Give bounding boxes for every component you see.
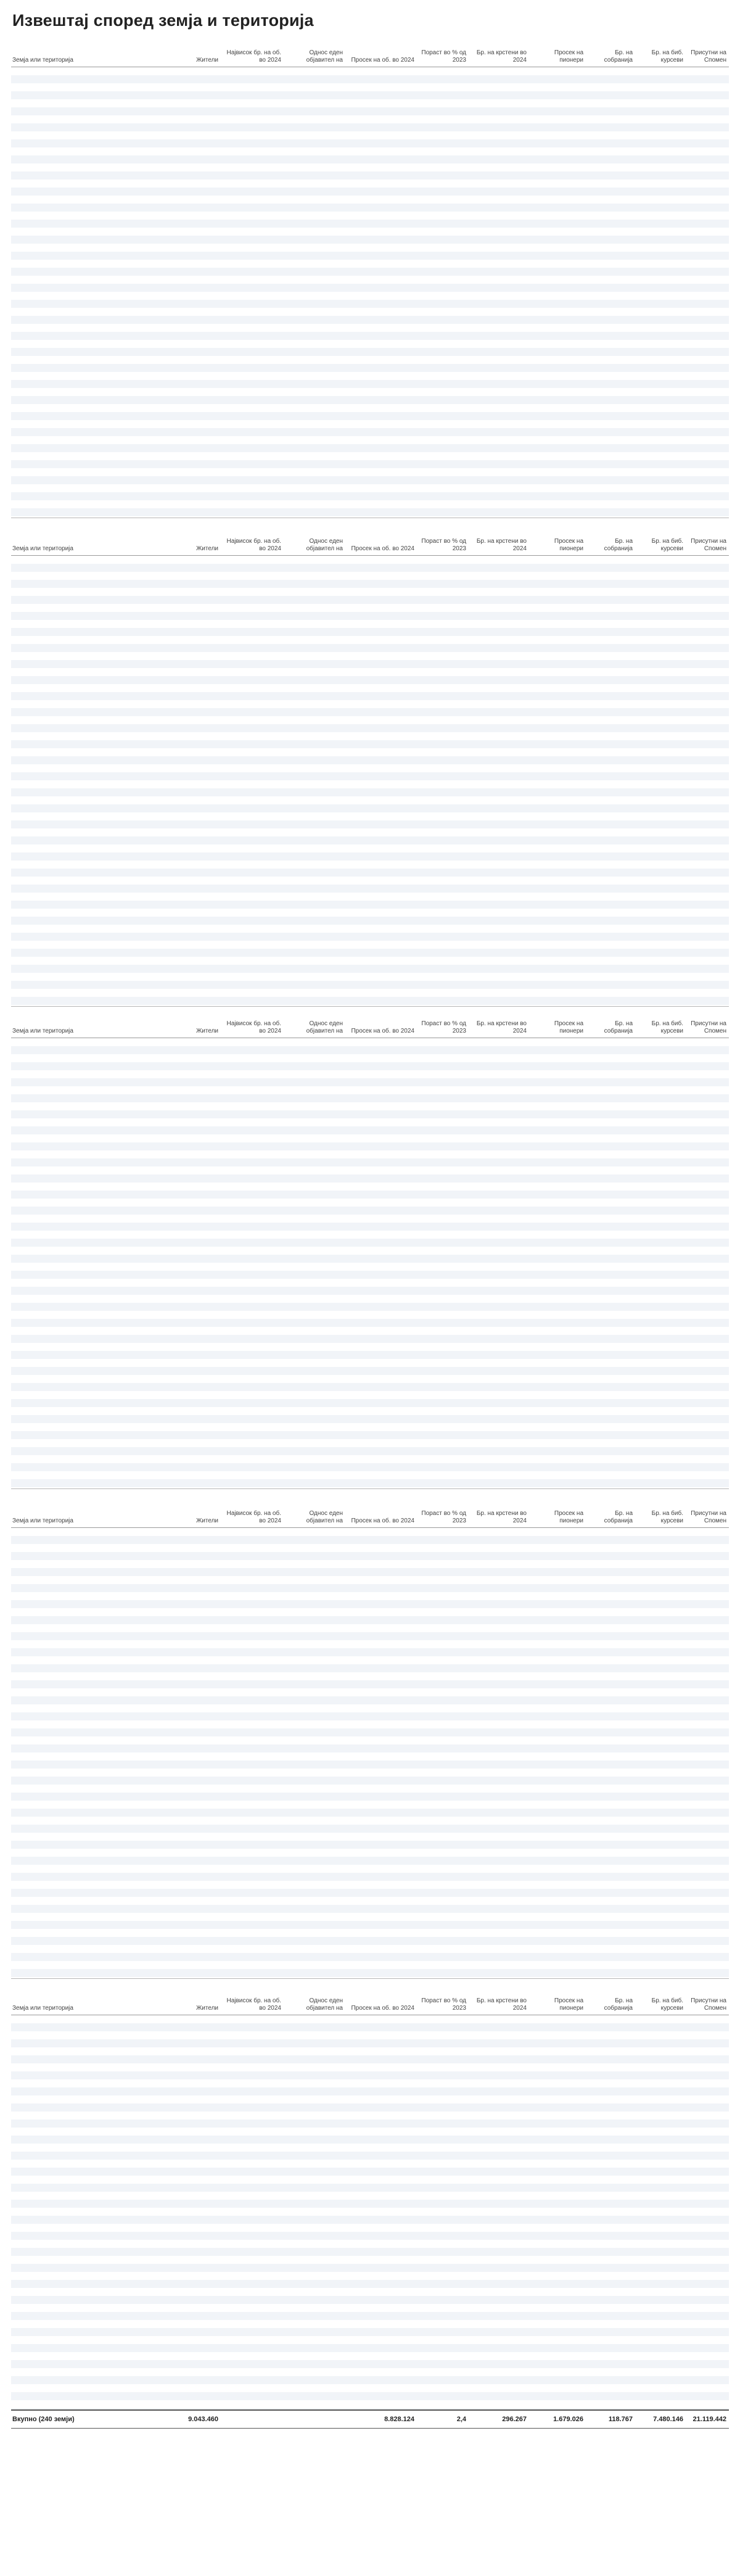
- total-baptized: 296.267: [502, 2416, 527, 2423]
- column-header-peak: Највисок бр. на об. во 2024: [226, 1020, 281, 1034]
- table-body: [11, 1528, 729, 1979]
- total-peak: [221, 2416, 284, 2423]
- column-header-average: Просек на об. во 2024: [351, 2005, 414, 2012]
- table-header: [11, 1010, 729, 1038]
- column-header-memorial: Присутни на Спомен: [691, 1997, 726, 2012]
- column-header-pioneers: Просек на пионери: [554, 1997, 583, 2012]
- total-average: 8.828.124: [384, 2416, 414, 2423]
- total-memorial: 21.119.442: [693, 2416, 726, 2423]
- column-header-increase: Пораст во % од 2023: [421, 1997, 466, 2012]
- column-header-memorial: Присутни на Спомен: [691, 1510, 726, 1524]
- column-header-bible-studies: Бр. на биб. курсеви: [651, 1997, 683, 2012]
- total-congregations: 118.767: [608, 2416, 633, 2423]
- table-header: [11, 39, 729, 67]
- column-header-pioneers: Просек на пионери: [554, 1020, 583, 1034]
- column-header-increase: Пораст во % од 2023: [421, 538, 466, 552]
- column-header-memorial: Присутни на Спомен: [691, 49, 726, 64]
- report-table-block-5: [11, 1988, 729, 2411]
- column-header-population: Жители: [196, 1517, 218, 1524]
- column-header-increase: Пораст во % од 2023: [421, 1510, 466, 1524]
- total-row: [11, 2409, 729, 2429]
- column-header-increase: Пораст во % од 2023: [421, 1020, 466, 1034]
- column-header-average: Просек на об. во 2024: [351, 1517, 414, 1524]
- column-header-memorial: Присутни на Спомен: [691, 538, 726, 552]
- column-header-average: Просек на об. во 2024: [351, 1028, 414, 1034]
- total-bible-studies: 7.480.146: [653, 2416, 683, 2423]
- table-body: [11, 556, 729, 1007]
- column-header-congregations: Бр. на собранија: [604, 1997, 633, 2012]
- column-header-country: Земја или територија: [12, 1028, 73, 1034]
- column-header-ratio: Однос еден објавител на: [306, 538, 343, 552]
- column-header-congregations: Бр. на собранија: [604, 1510, 633, 1524]
- column-header-bible-studies: Бр. на биб. курсеви: [651, 1020, 683, 1034]
- column-header-baptized: Бр. на крстени во 2024: [476, 49, 527, 64]
- column-header-peak: Највисок бр. на об. во 2024: [226, 1997, 281, 2012]
- column-header-ratio: Однос еден објавител на: [306, 1997, 343, 2012]
- column-header-bible-studies: Бр. на биб. курсеви: [651, 538, 683, 552]
- page-title: Извештај според земја и територија: [12, 11, 314, 30]
- table-header: [11, 1988, 729, 2015]
- total-ratio: [284, 2416, 345, 2423]
- column-header-increase: Пораст во % од 2023: [421, 49, 466, 64]
- column-header-bible-studies: Бр. на биб. курсеви: [651, 49, 683, 64]
- column-header-baptized: Бр. на крстени во 2024: [476, 1997, 527, 2012]
- table-header: [11, 1500, 729, 1528]
- column-header-country: Земја или територија: [12, 2005, 73, 2012]
- report-table-block-3: [11, 1010, 729, 1489]
- table-header: [11, 528, 729, 556]
- column-header-baptized: Бр. на крстени во 2024: [476, 1020, 527, 1034]
- column-header-population: Жители: [196, 2005, 218, 2012]
- column-header-country: Земја или територија: [12, 545, 73, 552]
- total-population: 9.043.460: [188, 2416, 218, 2423]
- column-header-congregations: Бр. на собранија: [604, 538, 633, 552]
- report-table-block-2: [11, 528, 729, 1007]
- column-header-baptized: Бр. на крстени во 2024: [476, 1510, 527, 1524]
- column-header-average: Просек на об. во 2024: [351, 57, 414, 64]
- column-header-pioneers: Просек на пионери: [554, 1510, 583, 1524]
- report-table-block-1: [11, 39, 729, 518]
- column-header-pioneers: Просек на пионери: [554, 49, 583, 64]
- total-increase: 2,4: [456, 2416, 466, 2423]
- column-header-bible-studies: Бр. на биб. курсеви: [651, 1510, 683, 1524]
- column-header-average: Просек на об. во 2024: [351, 545, 414, 552]
- column-header-population: Жители: [196, 57, 218, 64]
- column-header-ratio: Однос еден објавител на: [306, 1020, 343, 1034]
- column-header-congregations: Бр. на собранија: [604, 49, 633, 64]
- total-pioneers: 1.679.026: [553, 2416, 583, 2423]
- column-header-population: Жители: [196, 1028, 218, 1034]
- column-header-country: Земја или територија: [12, 1517, 73, 1524]
- column-header-pioneers: Просек на пионери: [554, 538, 583, 552]
- table-body: [11, 2015, 729, 2411]
- column-header-country: Земја или територија: [12, 57, 73, 64]
- column-header-peak: Највисок бр. на об. во 2024: [226, 1510, 281, 1524]
- column-header-ratio: Однос еден објавител на: [306, 49, 343, 64]
- total-label: Вкупно (240 земји): [12, 2416, 75, 2423]
- column-header-peak: Највисок бр. на об. во 2024: [226, 538, 281, 552]
- column-header-congregations: Бр. на собранија: [604, 1020, 633, 1034]
- column-header-memorial: Присутни на Спомен: [691, 1020, 726, 1034]
- column-header-population: Жители: [196, 545, 218, 552]
- table-body: [11, 67, 729, 518]
- report-table-block-4: [11, 1500, 729, 1979]
- table-body: [11, 1038, 729, 1489]
- column-header-baptized: Бр. на крстени во 2024: [476, 538, 527, 552]
- column-header-ratio: Однос еден објавител на: [306, 1510, 343, 1524]
- column-header-peak: Највисок бр. на об. во 2024: [226, 49, 281, 64]
